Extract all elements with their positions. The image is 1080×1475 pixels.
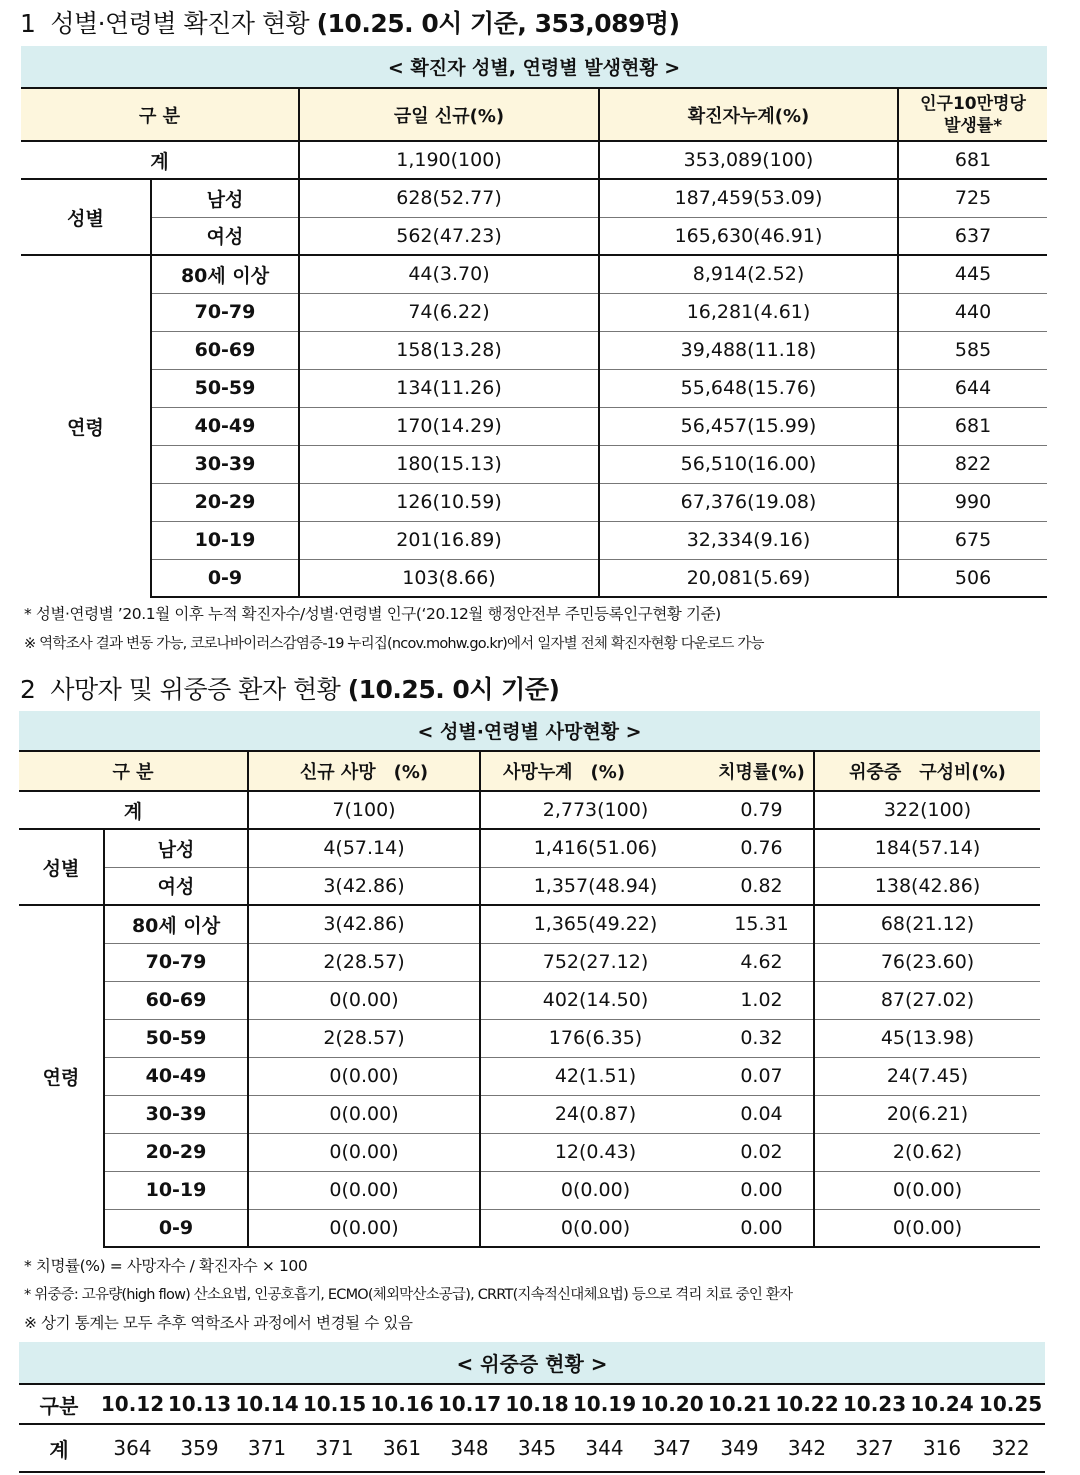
row-label: 40-49 — [151, 407, 299, 445]
cell-severe: 0(0.00) — [814, 1209, 1040, 1247]
cell-severe: 68(21.12) — [814, 905, 1040, 943]
cell-severe: 24(7.45) — [814, 1057, 1040, 1095]
cell-new: 0(0.00) — [248, 1057, 480, 1095]
cell-new: 0(0.00) — [248, 1209, 480, 1247]
cell-new: 126(10.59) — [299, 483, 599, 521]
header-new: 금일 신규(%) — [299, 88, 599, 141]
row-label: 계 — [19, 791, 248, 829]
row-label: 10-19 — [151, 521, 299, 559]
date-header: 10.12 — [99, 1384, 166, 1424]
date-header: 10.20 — [638, 1384, 706, 1424]
table-caption: < 확진자 성별, 연령별 발생현황 > — [21, 46, 1047, 88]
section2-title-text: 사망자 및 위중증 환자 현황 — [50, 675, 341, 704]
date-header: 10.25 — [976, 1384, 1045, 1424]
row-label: 80세 이상 — [151, 255, 299, 293]
row-label: 여성 — [104, 867, 248, 905]
cell-new: 158(13.28) — [299, 331, 599, 369]
cell-severe: 138(42.86) — [814, 867, 1040, 905]
table-row — [19, 829, 1040, 867]
cell-fatality: 0.82 — [710, 867, 814, 905]
cell-cumulative: 8,914(2.52) — [599, 255, 898, 293]
cell-severe: 2(0.62) — [814, 1133, 1040, 1171]
row-label: 60-69 — [151, 331, 299, 369]
cell-cumulative: 56,457(15.99) — [599, 407, 898, 445]
cell-fatality: 0.76 — [710, 829, 814, 867]
value-cell: 364 — [99, 1424, 166, 1472]
value-cell: 348 — [436, 1424, 503, 1472]
table-row — [21, 559, 1047, 597]
table-row — [19, 867, 1040, 905]
value-cell: 347 — [638, 1424, 706, 1472]
cell-cumulative: 55,648(15.76) — [599, 369, 898, 407]
cell-new: 2(28.57) — [248, 1019, 480, 1057]
table-row — [19, 1095, 1040, 1133]
date-header: 10.14 — [233, 1384, 301, 1424]
cell-new: 4(57.14) — [248, 829, 480, 867]
severe-cases-table — [19, 1342, 1045, 1473]
cell-rate: 990 — [898, 483, 1047, 521]
footnote: ※ 역학조사 결과 변동 가능, 코로나바이러스감염증-19 누리집(ncov.mohw.go.kr)에서 일자별 전체 확진자현황 다운로드 가능 — [24, 636, 764, 652]
section1-title — [20, 4, 680, 40]
table-row — [19, 1019, 1040, 1057]
group-label-sex: 성별 — [19, 829, 104, 905]
table-row — [21, 407, 1047, 445]
group-label-sex: 성별 — [21, 179, 151, 255]
cell-new: 134(11.26) — [299, 369, 599, 407]
cell-cumulative: 1,357(48.94) — [480, 867, 710, 905]
cell-cumulative: 752(27.12) — [480, 943, 710, 981]
section1-title-text: 성별·연령별 확진자 현황 — [50, 9, 310, 38]
row-label: 30-39 — [151, 445, 299, 483]
cell-new: 0(0.00) — [248, 981, 480, 1019]
header-rate-line2: 발생률* — [943, 115, 1003, 136]
date-header: 10.15 — [301, 1384, 368, 1424]
cell-rate: 637 — [898, 217, 1047, 255]
footnote: * 치명률(%) = 사망자수 / 확진자수 × 100 — [24, 1257, 308, 1275]
cell-fatality: 1.02 — [710, 981, 814, 1019]
deaths-table — [19, 711, 1040, 1248]
value-cell: 359 — [166, 1424, 233, 1472]
cell-severe: 184(57.14) — [814, 829, 1040, 867]
cell-rate: 506 — [898, 559, 1047, 597]
cell-cumulative: 402(14.50) — [480, 981, 710, 1019]
cell-rate: 440 — [898, 293, 1047, 331]
cell-severe: 87(27.02) — [814, 981, 1040, 1019]
table-row — [19, 905, 1040, 943]
cell-cumulative: 32,334(9.16) — [599, 521, 898, 559]
row-label: 남성 — [151, 179, 299, 217]
table-row — [19, 1057, 1040, 1095]
row-label: 40-49 — [104, 1057, 248, 1095]
date-header: 10.24 — [908, 1384, 976, 1424]
date-header: 10.21 — [706, 1384, 773, 1424]
cell-cumulative: 1,416(51.06) — [480, 829, 710, 867]
section1-number: 1 — [20, 9, 36, 38]
header-category: 구 분 — [19, 751, 248, 791]
cell-new: 562(47.23) — [299, 217, 599, 255]
cell-new: 44(3.70) — [299, 255, 599, 293]
header-fatality-rate: 치명률(%) — [710, 751, 814, 791]
date-header: 10.16 — [368, 1384, 436, 1424]
cell-new: 180(15.13) — [299, 445, 599, 483]
header-severe: 위중증 구성비(%) — [814, 751, 1040, 791]
cell-cumulative: 0(0.00) — [480, 1209, 710, 1247]
header-cumulative-deaths: 사망누계 (%) — [480, 751, 710, 791]
row-label: 20-29 — [151, 483, 299, 521]
value-cell: 361 — [368, 1424, 436, 1472]
cell-cumulative: 39,488(11.18) — [599, 331, 898, 369]
confirmed-cases-table — [21, 46, 1047, 598]
cell-cumulative: 165,630(46.91) — [599, 217, 898, 255]
cell-new: 7(100) — [248, 791, 480, 829]
value-cell: 322 — [976, 1424, 1045, 1472]
value-cell: 371 — [301, 1424, 368, 1472]
value-cell: 327 — [841, 1424, 908, 1472]
table-caption: < 성별·연령별 사망현황 > — [19, 711, 1040, 751]
cell-cumulative: 42(1.51) — [480, 1057, 710, 1095]
date-header: 10.18 — [503, 1384, 571, 1424]
cell-cumulative: 0(0.00) — [480, 1171, 710, 1209]
table-row — [19, 1171, 1040, 1209]
row-label: 0-9 — [104, 1209, 248, 1247]
table-row — [19, 791, 1040, 829]
header-rate-line1: 인구10만명당 — [920, 93, 1026, 114]
section1-title-date: (10.25. 0시 기준, 353,089명) — [316, 9, 680, 38]
table-row — [21, 331, 1047, 369]
cell-severe: 20(6.21) — [814, 1095, 1040, 1133]
footnote: * 위중증: 고유량(high flow) 산소요법, 인공호흡기, ECMO(체외막산소공급), CRRT(지속적신대체요법) 등으로 격리 치료 중인 환자 — [24, 1287, 793, 1303]
date-header: 10.22 — [773, 1384, 841, 1424]
section2-number: 2 — [20, 675, 36, 704]
cell-fatality: 0.00 — [710, 1209, 814, 1247]
group-label-age: 연령 — [21, 255, 151, 597]
header-rate — [898, 88, 1047, 141]
cell-fatality: 0.02 — [710, 1133, 814, 1171]
header-category: 구 분 — [21, 88, 299, 141]
cell-new: 0(0.00) — [248, 1133, 480, 1171]
table-row — [19, 1209, 1040, 1247]
header-cumulative: 확진자누계(%) — [599, 88, 898, 141]
row-label: 0-9 — [151, 559, 299, 597]
table-row — [21, 445, 1047, 483]
cell-fatality: 0.04 — [710, 1095, 814, 1133]
table-row — [21, 141, 1047, 179]
row-label: 80세 이상 — [104, 905, 248, 943]
cell-fatality: 0.79 — [710, 791, 814, 829]
row-label: 여성 — [151, 217, 299, 255]
cell-severe: 45(13.98) — [814, 1019, 1040, 1057]
row-label: 남성 — [104, 829, 248, 867]
table-row — [21, 293, 1047, 331]
table-row — [19, 943, 1040, 981]
cell-cumulative: 24(0.87) — [480, 1095, 710, 1133]
row-label: 계 — [19, 1424, 99, 1472]
cell-rate: 725 — [898, 179, 1047, 217]
section2-title — [20, 670, 559, 706]
cell-new: 74(6.22) — [299, 293, 599, 331]
row-label: 30-39 — [104, 1095, 248, 1133]
row-label: 계 — [21, 141, 299, 179]
cell-cumulative: 16,281(4.61) — [599, 293, 898, 331]
table-row — [21, 521, 1047, 559]
table-row — [19, 1424, 1045, 1472]
row-label: 20-29 — [104, 1133, 248, 1171]
header-label: 구분 — [19, 1384, 99, 1424]
cell-rate: 822 — [898, 445, 1047, 483]
cell-new: 3(42.86) — [248, 867, 480, 905]
date-header: 10.13 — [166, 1384, 233, 1424]
footnote: ※ 상기 통계는 모두 추후 역학조사 과정에서 변경될 수 있음 — [24, 1314, 413, 1332]
table-row — [19, 1133, 1040, 1171]
cell-new: 170(14.29) — [299, 407, 599, 445]
value-cell: 371 — [233, 1424, 301, 1472]
cell-new: 0(0.00) — [248, 1171, 480, 1209]
cell-cumulative: 353,089(100) — [599, 141, 898, 179]
cell-cumulative: 187,459(53.09) — [599, 179, 898, 217]
date-header: 10.17 — [436, 1384, 503, 1424]
cell-new: 1,190(100) — [299, 141, 599, 179]
cell-new: 628(52.77) — [299, 179, 599, 217]
cell-severe: 0(0.00) — [814, 1171, 1040, 1209]
cell-severe: 76(23.60) — [814, 943, 1040, 981]
cell-new: 2(28.57) — [248, 943, 480, 981]
cell-rate: 445 — [898, 255, 1047, 293]
cell-new: 0(0.00) — [248, 1095, 480, 1133]
cell-fatality: 0.07 — [710, 1057, 814, 1095]
row-label: 60-69 — [104, 981, 248, 1019]
cell-cumulative: 20,081(5.69) — [599, 559, 898, 597]
table-row — [21, 217, 1047, 255]
cell-fatality: 0.00 — [710, 1171, 814, 1209]
cell-new: 3(42.86) — [248, 905, 480, 943]
value-cell: 349 — [706, 1424, 773, 1472]
date-header: 10.19 — [571, 1384, 638, 1424]
table-row — [21, 369, 1047, 407]
row-label: 50-59 — [151, 369, 299, 407]
cell-rate: 644 — [898, 369, 1047, 407]
cell-fatality: 15.31 — [710, 905, 814, 943]
cell-rate: 585 — [898, 331, 1047, 369]
cell-new: 103(8.66) — [299, 559, 599, 597]
cell-cumulative: 176(6.35) — [480, 1019, 710, 1057]
cell-severe: 322(100) — [814, 791, 1040, 829]
cell-cumulative: 1,365(49.22) — [480, 905, 710, 943]
cell-fatality: 0.32 — [710, 1019, 814, 1057]
row-label: 10-19 — [104, 1171, 248, 1209]
group-label-age: 연령 — [19, 905, 104, 1247]
table-row — [21, 483, 1047, 521]
cell-cumulative: 67,376(19.08) — [599, 483, 898, 521]
value-cell: 345 — [503, 1424, 571, 1472]
date-header: 10.23 — [841, 1384, 908, 1424]
row-label: 70-79 — [104, 943, 248, 981]
cell-cumulative: 12(0.43) — [480, 1133, 710, 1171]
cell-cumulative: 56,510(16.00) — [599, 445, 898, 483]
cell-new: 201(16.89) — [299, 521, 599, 559]
row-label: 70-79 — [151, 293, 299, 331]
cell-rate: 681 — [898, 141, 1047, 179]
table-row — [21, 179, 1047, 217]
cell-rate: 675 — [898, 521, 1047, 559]
value-cell: 344 — [571, 1424, 638, 1472]
table-caption: < 위중증 현황 > — [19, 1342, 1045, 1384]
row-label: 50-59 — [104, 1019, 248, 1057]
cell-fatality: 4.62 — [710, 943, 814, 981]
value-cell: 342 — [773, 1424, 841, 1472]
footnote: * 성별·연령별 ’20.1월 이후 누적 확진자수/성별·연령별 인구(‘20.12월 행정안전부 주민등록인구현황 기준) — [24, 605, 721, 623]
section2-title-date: (10.25. 0시 기준) — [347, 675, 560, 704]
cell-cumulative: 2,773(100) — [480, 791, 710, 829]
header-new-deaths: 신규 사망 (%) — [248, 751, 480, 791]
value-cell: 316 — [908, 1424, 976, 1472]
table-row — [19, 981, 1040, 1019]
table-row — [21, 255, 1047, 293]
cell-rate: 681 — [898, 407, 1047, 445]
